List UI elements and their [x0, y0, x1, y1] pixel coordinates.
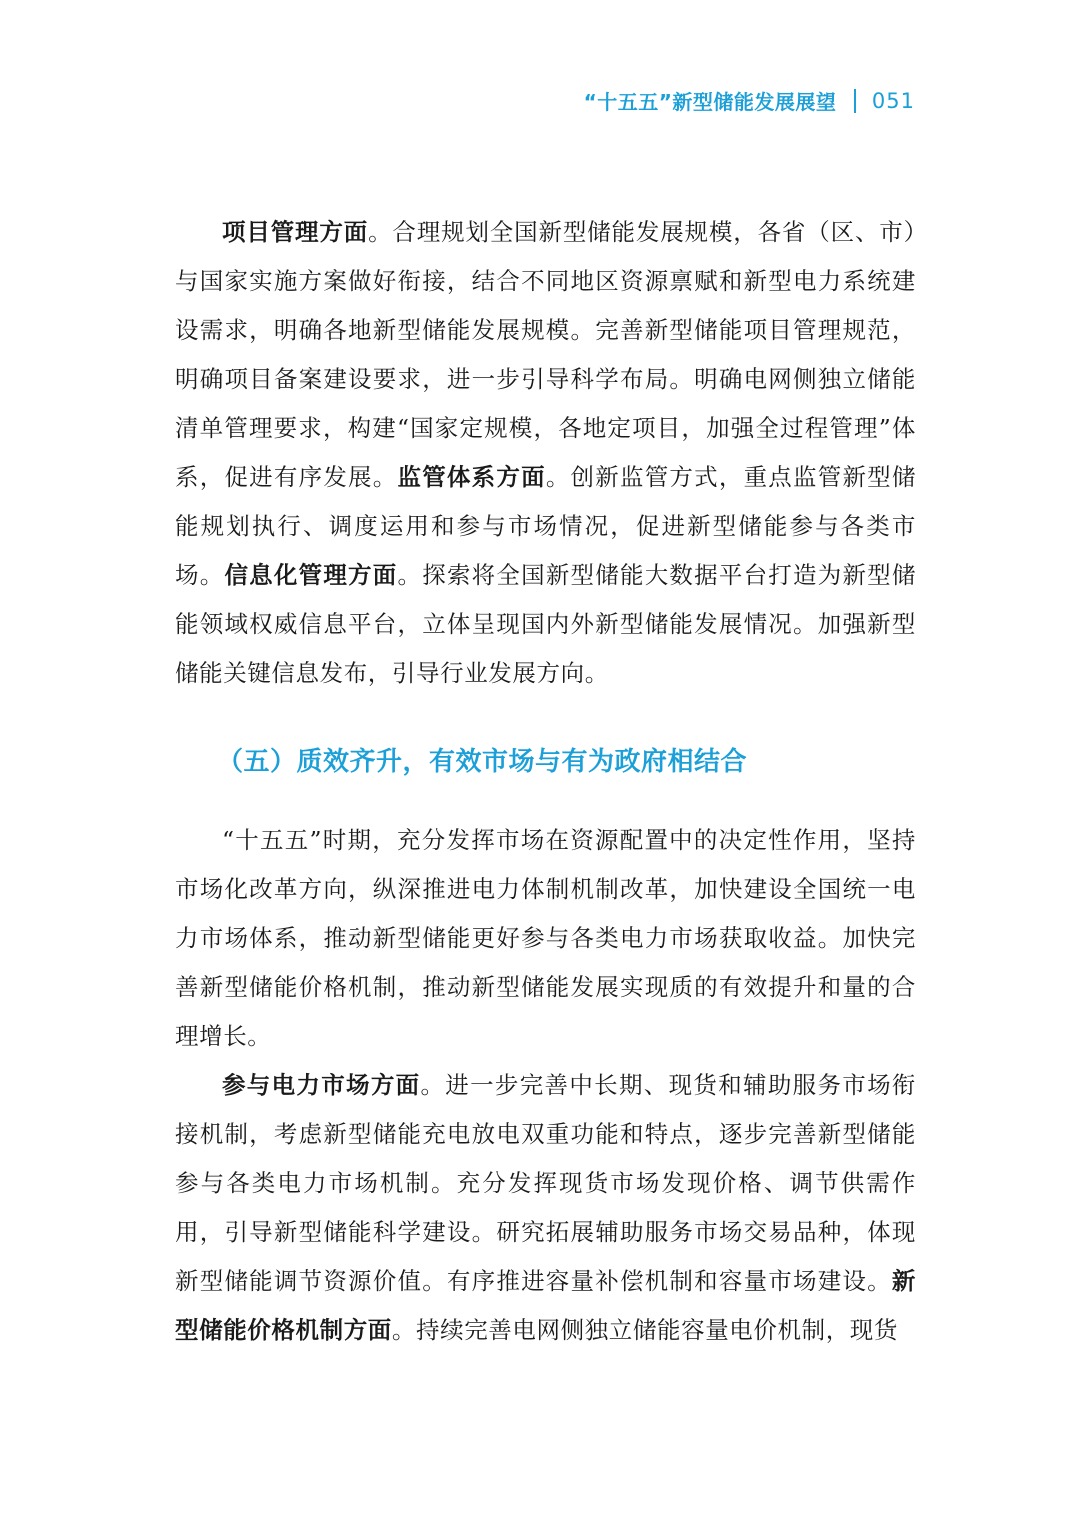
running-header	[584, 86, 915, 115]
page-number: 051	[871, 88, 915, 113]
section-heading: （五）质效齐升，有效市场与有为政府相结合	[217, 747, 748, 777]
bold-term: 监管体系方面	[397, 463, 546, 491]
paragraph-project-management	[175, 208, 916, 698]
bold-term: 项目管理方面	[222, 218, 369, 246]
header-divider	[854, 89, 856, 113]
paragraph-power-market	[175, 1061, 916, 1355]
paragraph-text: 。合理规划全国新型储能发展规模，各省（区、市）与国家实施方案做好衔接，结合不同地区资源禀赋和新型电力系统建设需求，明确各地新型储能发展规模。完善新型储能项目管理规范，明确项目备案建设要求，进一步引导科学布局。明确电网侧独立储能清单管理要求，构建“国家定规模，各地定项目，加强全过程管理”体系，促进有序发展。	[175, 218, 916, 491]
bold-term: 参与电力市场方面	[222, 1071, 421, 1099]
page-body	[175, 208, 916, 1355]
paragraph-text: “十五五”时期，充分发挥市场在资源配置中的决定性作用，坚持市场化改革方向，纵深推进电力体制机制改革，加快建设全国统一电力市场体系，推动新型储能更好参与各类电力市场获取收益。加快完善新型储能价格机制，推动新型储能发展实现质的有效提升和量的合理增长。	[175, 826, 916, 1050]
header-title: “十五五”新型储能发展展望	[583, 90, 837, 114]
paragraph-text: 。持续完善电网侧独立储能容量电价机制，现货	[391, 1316, 899, 1344]
bold-term: 信息化管理方面	[224, 561, 398, 589]
paragraph-text: 。创新监管方式，重点监管新型储能规划执行、调度运用和参与市场情况，促进新型储能参与各类市场。	[175, 463, 916, 589]
paragraph-text: 。探索将全国新型储能大数据平台打造为新型储能领域权威信息平台，立体呈现国内外新型储能发展情况。加强新型储能关键信息发布，引导行业发展方向。	[175, 561, 917, 687]
paragraph-text: 。进一步完善中长期、现货和辅助服务市场衔接机制，考虑新型储能充电放电双重功能和特点，逐步完善新型储能参与各类电力市场机制。充分发挥现货市场发现价格、调节供需作用，引导新型储能科学建设。研究拓展辅助服务市场交易品种，体现新型储能调节资源价值。有序推进容量补偿机制和容量市场建设。	[175, 1071, 917, 1295]
bold-term: 新型储能价格机制方面	[175, 1267, 916, 1344]
paragraph-market-reform	[175, 816, 916, 1061]
